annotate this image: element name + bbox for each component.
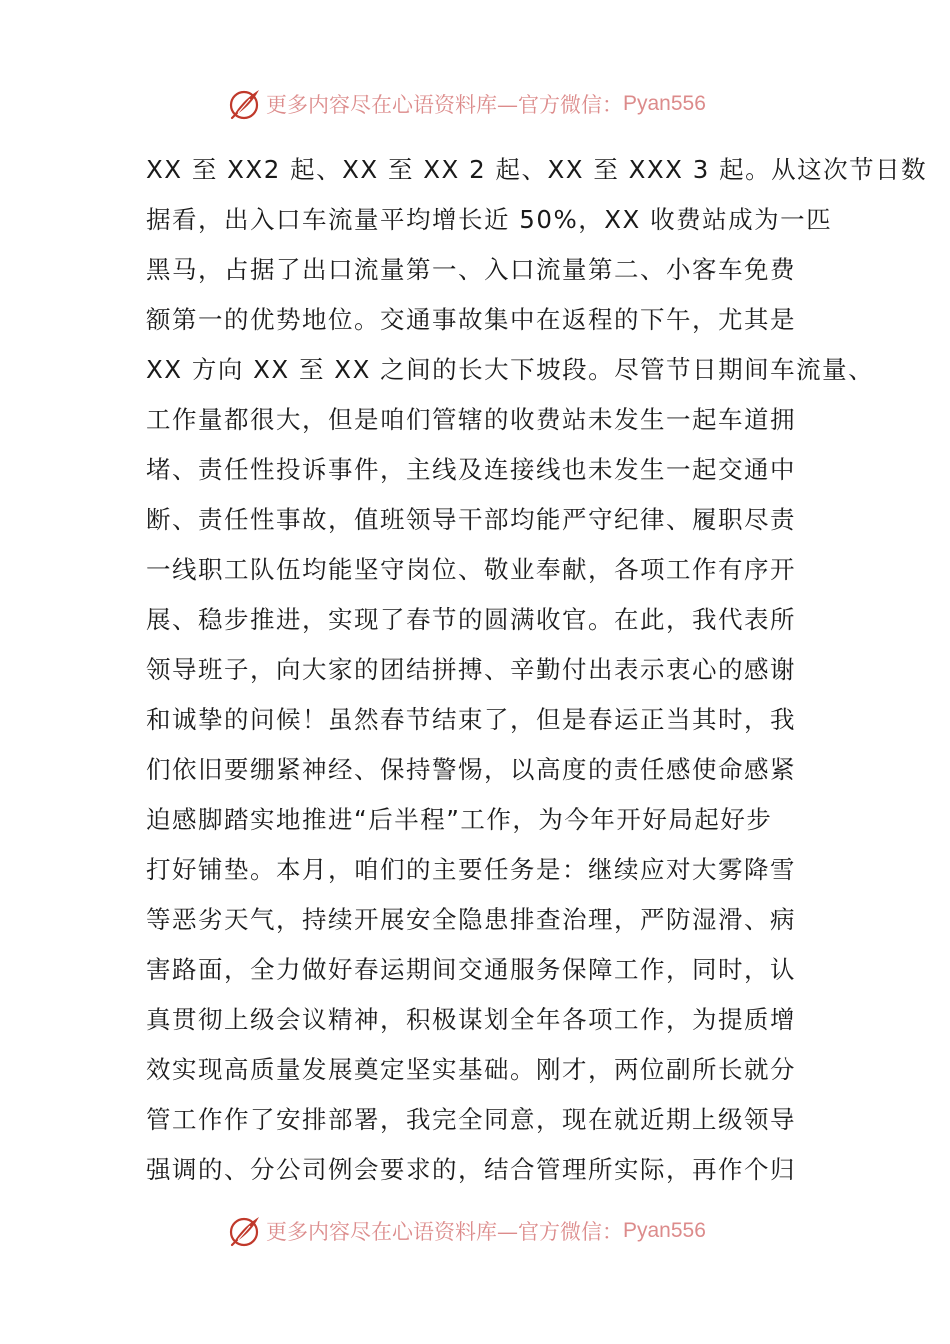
- text-line: 打好铺垫。本月，咱们的主要任务是：继续应对大雾降雪: [146, 855, 796, 884]
- text-line: 断、责任性事故，值班领导干部均能严守纪律、履职尽责: [146, 505, 796, 534]
- banner-text: 更多内容尽在心语资料库—官方微信：: [266, 1220, 623, 1244]
- banner-contact: Pyan556: [623, 1219, 706, 1242]
- text-line: 管工作作了安排部署，我完全同意，现在就近期上级领导: [146, 1105, 796, 1134]
- footer-banner: [228, 1211, 706, 1251]
- text-line: 据看，出入口车流量平均增长近 50%，XX 收费站成为一匹: [146, 205, 833, 234]
- text-line: 展、稳步推进，实现了春节的圆满收官。在此，我代表所: [146, 605, 796, 634]
- banner-text: 更多内容尽在心语资料库—官方微信：: [266, 93, 623, 117]
- text-line: 黑马，占据了出口流量第一、入口流量第二、小客车免费: [146, 255, 796, 284]
- text-line: 一线职工队伍均能坚守岗位、敬业奉献，各项工作有序开: [146, 555, 796, 584]
- text-line: XX 至 XX2 起、XX 至 XX 2 起、XX 至 XXX 3 起。从这次节日数: [146, 155, 928, 184]
- text-line: 真贯彻上级会议精神，积极谋划全年各项工作，为提质增: [146, 1005, 796, 1034]
- text-line: 和诚挚的问候！虽然春节结束了，但是春运正当其时，我: [146, 705, 796, 734]
- text-line: 迫感脚踏实地推进“后半程”工作，为今年开好局起好步: [146, 805, 773, 834]
- text-line: 强调的、分公司例会要求的，结合管理所实际，再作个归: [146, 1155, 796, 1184]
- text-line: 额第一的优势地位。交通事故集中在返程的下午，尤其是: [146, 305, 796, 334]
- text-line: 堵、责任性投诉事件，主线及连接线也未发生一起交通中: [146, 455, 796, 484]
- quill-logo-icon: [228, 1214, 262, 1248]
- header-banner: [228, 84, 706, 124]
- text-line: 害路面，全力做好春运期间交通服务保障工作，同时，认: [146, 955, 796, 984]
- banner-contact: Pyan556: [623, 92, 706, 115]
- quill-logo-icon: [228, 87, 262, 121]
- text-line: 效实现高质量发展奠定坚实基础。刚才，两位副所长就分: [146, 1055, 796, 1084]
- text-line: 领导班子，向大家的团结拼搏、辛勤付出表示衷心的感谢: [146, 655, 796, 684]
- text-line: 工作量都很大，但是咱们管辖的收费站未发生一起车道拥: [146, 405, 796, 434]
- text-line: 们依旧要绷紧神经、保持警惕，以高度的责任感使命感紧: [146, 755, 796, 784]
- text-line: XX 方向 XX 至 XX 之间的长大下坡段。尽管节日期间车流量、: [146, 355, 875, 384]
- text-line: 等恶劣天气，持续开展安全隐患排查治理，严防湿滑、病: [146, 905, 796, 934]
- document-body: [146, 145, 928, 1195]
